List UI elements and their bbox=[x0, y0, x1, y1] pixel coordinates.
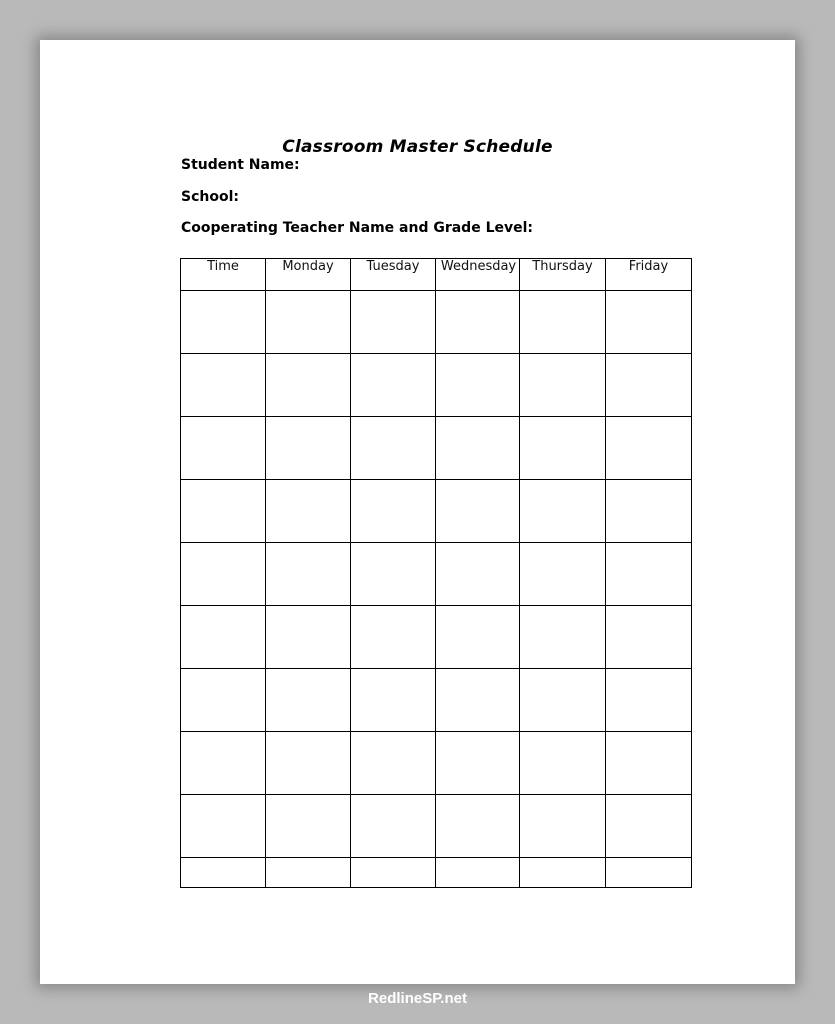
table-cell bbox=[181, 669, 266, 732]
table-cell bbox=[606, 732, 692, 795]
table-cell bbox=[606, 606, 692, 669]
table-cell bbox=[181, 606, 266, 669]
table-cell bbox=[181, 291, 266, 354]
table-cell bbox=[351, 417, 436, 480]
table-cell bbox=[606, 669, 692, 732]
table-cell bbox=[520, 291, 606, 354]
table-row bbox=[181, 858, 692, 888]
table-cell bbox=[436, 606, 520, 669]
table-cell bbox=[520, 543, 606, 606]
table-cell bbox=[351, 858, 436, 888]
table-cell bbox=[181, 417, 266, 480]
table-cell bbox=[520, 417, 606, 480]
table-cell bbox=[606, 795, 692, 858]
table-cell bbox=[266, 543, 351, 606]
table-row bbox=[181, 795, 692, 858]
column-header-tuesday: Tuesday bbox=[351, 259, 436, 291]
table-cell bbox=[520, 858, 606, 888]
table-cell bbox=[351, 354, 436, 417]
table-cell bbox=[181, 795, 266, 858]
document-title: Classroom Master Schedule bbox=[282, 137, 553, 157]
table-cell bbox=[266, 480, 351, 543]
table-cell bbox=[181, 354, 266, 417]
table-cell bbox=[351, 732, 436, 795]
table-cell bbox=[606, 354, 692, 417]
table-cell bbox=[351, 291, 436, 354]
schedule-body bbox=[181, 291, 692, 888]
table-cell bbox=[606, 858, 692, 888]
table-cell bbox=[520, 669, 606, 732]
table-cell bbox=[520, 354, 606, 417]
table-cell bbox=[351, 669, 436, 732]
column-header-wednesday: Wednesday bbox=[436, 259, 520, 291]
document-page bbox=[40, 40, 795, 984]
table-cell bbox=[606, 291, 692, 354]
table-cell bbox=[266, 795, 351, 858]
table-cell bbox=[520, 795, 606, 858]
student-name-label: Student Name: bbox=[181, 157, 300, 173]
table-cell bbox=[606, 417, 692, 480]
table-cell bbox=[181, 480, 266, 543]
header-row bbox=[181, 259, 692, 291]
cooperating-teacher-label: Cooperating Teacher Name and Grade Level: bbox=[181, 220, 534, 236]
table-cell bbox=[436, 354, 520, 417]
table-cell bbox=[266, 858, 351, 888]
table-cell bbox=[436, 480, 520, 543]
table-cell bbox=[181, 543, 266, 606]
table-cell bbox=[436, 732, 520, 795]
table-cell bbox=[520, 480, 606, 543]
watermark: RedlineSP.net bbox=[368, 990, 467, 1007]
column-header-friday: Friday bbox=[606, 259, 692, 291]
table-cell bbox=[351, 480, 436, 543]
table-row bbox=[181, 291, 692, 354]
column-header-thursday: Thursday bbox=[520, 259, 606, 291]
column-header-time: Time bbox=[181, 259, 266, 291]
table-row bbox=[181, 417, 692, 480]
table-row bbox=[181, 354, 692, 417]
table-cell bbox=[266, 417, 351, 480]
table-row bbox=[181, 543, 692, 606]
table-cell bbox=[436, 543, 520, 606]
table-cell bbox=[181, 858, 266, 888]
table-cell bbox=[266, 669, 351, 732]
table-row bbox=[181, 669, 692, 732]
table-row bbox=[181, 480, 692, 543]
column-header-monday: Monday bbox=[266, 259, 351, 291]
table-cell bbox=[520, 732, 606, 795]
table-cell bbox=[606, 480, 692, 543]
table-cell bbox=[520, 606, 606, 669]
schedule-table bbox=[180, 258, 692, 888]
table-cell bbox=[266, 354, 351, 417]
table-row bbox=[181, 732, 692, 795]
table-cell bbox=[351, 795, 436, 858]
table-cell bbox=[436, 291, 520, 354]
table-cell bbox=[606, 543, 692, 606]
table-cell bbox=[436, 858, 520, 888]
table-cell bbox=[436, 417, 520, 480]
table-cell bbox=[181, 732, 266, 795]
table-cell bbox=[266, 732, 351, 795]
table-row bbox=[181, 606, 692, 669]
table-cell bbox=[436, 795, 520, 858]
table-cell bbox=[351, 606, 436, 669]
table-cell bbox=[266, 606, 351, 669]
table-cell bbox=[436, 669, 520, 732]
school-label: School: bbox=[181, 189, 239, 205]
table-cell bbox=[351, 543, 436, 606]
table-cell bbox=[266, 291, 351, 354]
